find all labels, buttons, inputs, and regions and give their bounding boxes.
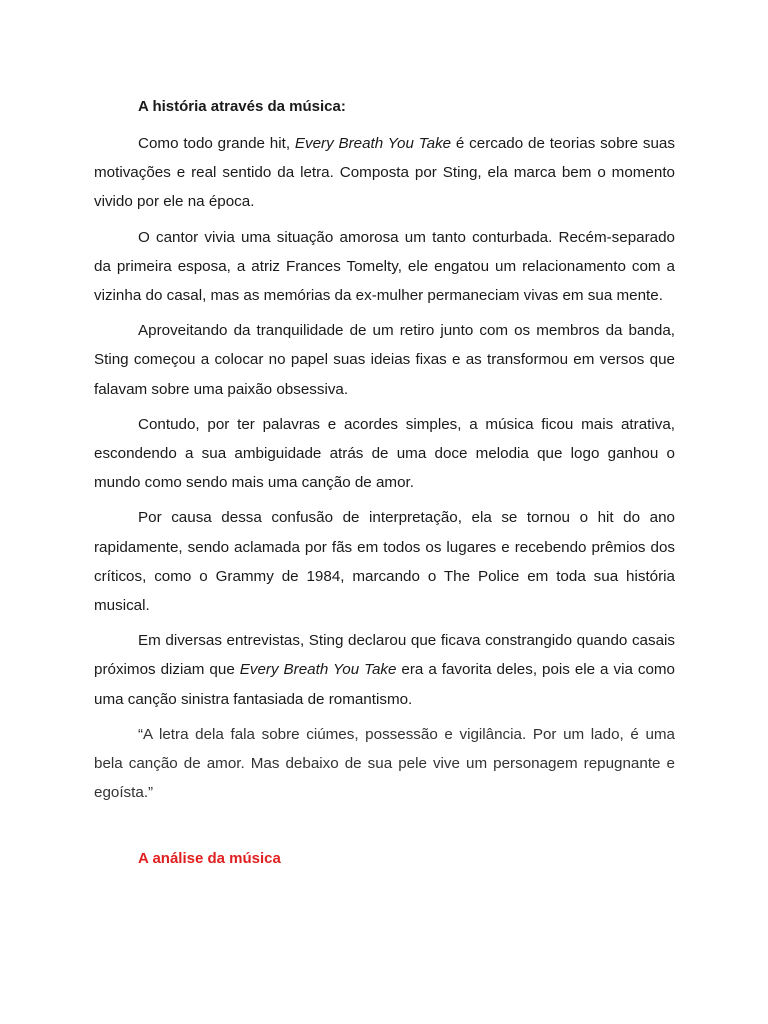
song-title: Every Breath You Take (239, 661, 397, 679)
paragraph-entrevistas-before: Em diversas entrevistas, Sting declarou que ficava constrangido quando casais próximos diziam que (94, 632, 675, 679)
paragraph-cantor: O cantor vivia uma situação amorosa um tanto conturbada. Recém-separado da primeira esposa, a atriz Frances Tomelty, ele engatou um relacionamento com a vizinha do casal, mas as memórias da ex-mulher permaneciam vivas em sua mente. (94, 228, 675, 305)
paragraph-intro-after: é cercado de teorias sobre suas motivações e real sentido da letra. Composta por Sting, ela marca bem o momento vivido por ele na época. (94, 135, 675, 211)
paragraph-intro-before: Como todo grande hit, (138, 135, 295, 152)
paragraph-intro (94, 129, 675, 217)
paragraph-retiro: Aproveitando da tranquilidade de um retiro junto com os membros da banda, Sting começou a colocar no papel suas ideias fixas e as transformou em versos que falavam sobre uma paixão obsessiva. (94, 322, 675, 398)
paragraph-entrevistas (94, 626, 675, 714)
sting-quote: “A letra dela fala sobre ciúmes, possessão e vigilância. Por um lado, é uma bela canção de amor. Mas debaixo de sua pele vive um personagem repugnante e egoísta.” (94, 725, 675, 802)
document-body (94, 92, 675, 873)
paragraph-interpretacao: Por causa dessa confusão de interpretação, ela se tornou o hit do ano rapidamente, sendo aclamada por fãs em todos os lugares e recebendo prêmios dos críticos, como o Grammy de 1984, marcando o The Police em toda sua história musical. (94, 509, 675, 615)
paragraph-entrevistas-after: era a favorita deles, pois ele a via como uma canção sinistra fantasiada de romantismo. (94, 661, 675, 708)
song-title: Every Breath You Take (294, 135, 452, 152)
paragraph-contudo: Contudo, por ter palavras e acordes simples, a música ficou mais atrativa, escondendo a sua ambiguidade atrás de uma doce melodia que logo ganhou o mundo como sendo mais uma canção de amor. (94, 415, 675, 492)
section-heading-historia: A história através da música: (138, 98, 346, 115)
section-heading-analise: A análise da música (138, 850, 281, 868)
